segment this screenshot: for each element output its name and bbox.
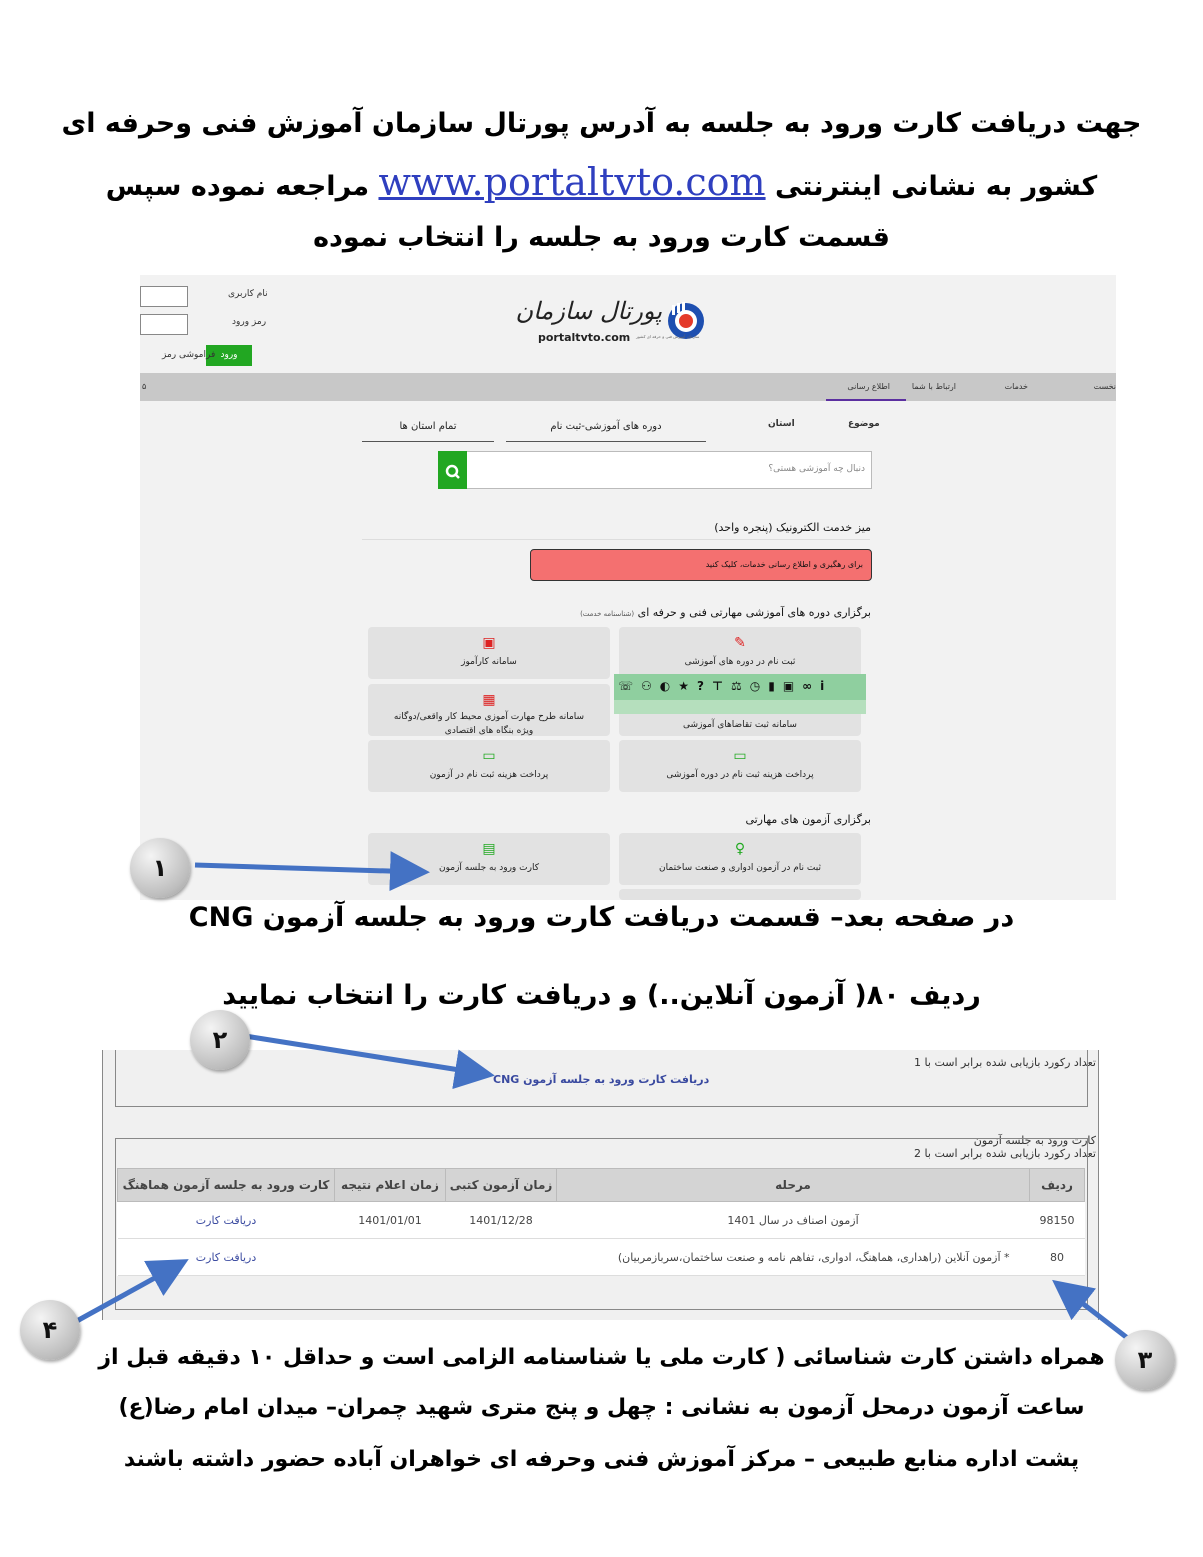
section1-note: (شناسنامه خدمت) [580,610,635,618]
money-icon: ▭ [482,748,496,764]
desk-divider [362,539,870,540]
search-button[interactable] [438,451,467,489]
star-icon[interactable]: ★ [678,679,698,693]
group-title: کارت ورود به جلسه آزمون [973,1134,1096,1147]
tile-label: ثبت نام در آزمون ادواری و صنعت ساختمان [659,863,821,873]
file-icon[interactable]: ▮ [768,679,783,693]
portal-screenshot [140,275,1116,900]
forgot-password-link[interactable]: فراموشی رمز [162,350,216,360]
username-input[interactable] [140,286,188,307]
portal-url-link[interactable]: www.portaltvto.com [378,160,766,204]
table-header [118,1169,1085,1202]
col-written-exam-time[interactable]: زمان آزمون کتبی [446,1169,557,1202]
footer-line-2: ساعت آزمون درمحل آزمون به نشانی : چهل و پنج متری شهید چمران– میدان امام رضا(ع) [118,1395,1085,1420]
records-count-1: تعداد رکورد بازیابی شده برابر است با 1 [914,1056,1096,1069]
tile-course-registration[interactable] [619,627,861,679]
tile-label: کارت ورود به جلسه آزمون [439,863,539,873]
password-input[interactable] [140,314,188,335]
tile-partial-next-row [619,889,861,900]
col-entry-card[interactable]: کارت ورود به جلسه آزمون هماهنگ [118,1169,335,1202]
nav-item-services[interactable]: خدمات [1004,382,1028,391]
result-time: 1401/01/01 [335,1202,446,1239]
subject-label: موضوع [848,419,880,429]
tile-label: پرداخت هزینه ثبت نام در آزمون [429,770,549,780]
building-icon: ▦ [482,692,496,708]
marker-2: ۲ [190,1010,250,1070]
tile-periodic-exam-registration[interactable] [619,833,861,885]
question-icon[interactable]: ? [697,679,712,693]
intro-line-2-start: کشور به نشانی اینترنتی [765,171,1098,202]
nav-edge: ۵ [142,382,147,391]
phone-icon[interactable]: ☏ [618,679,642,693]
chart-icon[interactable]: ◐ [659,679,679,693]
footer-line-3: پشت اداره منابع طبیعی – مرکز آموزش فنی وحرفه ای خواهران آباده حضور داشته باشند [123,1447,1080,1472]
footer-line-1: همراه داشتن کارت شناسائی ( کارت ملی یا شناسنامه الزامی است و حداقل ۱۰ دقیقه قبل از [98,1345,1105,1370]
records-count-2: تعداد رکورد بازیابی شده برابر است با 2 [914,1147,1096,1160]
intro-line-3: قسمت کارت ورود به جلسه را انتخاب نموده [313,222,890,253]
col-row-number[interactable]: ردیف [1030,1169,1085,1202]
team-icon[interactable]: ⚇ [641,679,660,693]
nav-active-underline [826,399,906,401]
main-navbar [140,373,1116,401]
table-row [118,1202,1085,1239]
cng-card-link[interactable]: دریافت کارت ورود به جلسه آزمون CNG [493,1073,710,1086]
intro-line-2 [0,160,1203,204]
written-exam-time [446,1239,557,1276]
result-time [335,1239,446,1276]
row-number: 98150 [1030,1202,1085,1239]
logo-tagline: سازمان آموزش فنی و حرفه ای کشور [636,334,700,339]
id-card-icon: ▣ [482,635,496,651]
middle-line-2: ردیف ۸۰( آزمون آنلاین..) و دریافت کارت را انتخاب نمایید [222,980,981,1011]
search-icon [438,451,467,489]
money-icon: ▭ [733,748,747,764]
search-placeholder: دنبال چه آموزشی هستی؟ [768,464,865,474]
link-icon[interactable]: ∞ [802,679,821,693]
col-result-time[interactable]: زمان اعلام نتیجه [335,1169,446,1202]
login-button[interactable]: ورود [206,345,252,366]
province-select[interactable]: تمام استان ها [362,415,494,442]
nav-item-contact[interactable]: ارتباط با شما [911,382,956,391]
quick-toolbar-extension [614,700,866,714]
get-card-link[interactable]: دریافت کارت [118,1239,335,1276]
tile-label: سامانه طرح مهارت آموزی محیط کار واقعی/دوگانه [393,712,585,722]
desk-title: میز خدمت الکترونیک (پنجره واحد) [714,521,871,534]
row-number: 80 [1030,1239,1085,1276]
tile-label: سامانه ثبت تقاضاهای آموزشی [683,720,797,730]
logo-domain: portaltvto.com [538,331,631,344]
nav-item-news[interactable]: اطلاع رسانی [847,382,890,391]
tile-label: پرداخت هزینه ثبت نام در دوره آموزشی [666,770,814,780]
middle-line-1: در صفحه بعد– قسمت دریافت کارت ورود به جلسه آزمون CNG [188,902,1015,933]
get-card-link[interactable]: دریافت کارت [118,1202,335,1239]
quick-toolbar-icons [618,679,864,695]
username-label: نام کاربری [228,289,268,299]
table-row [118,1239,1085,1276]
scale-icon[interactable]: ⚖ [730,679,750,693]
nav-item-home[interactable]: نخست [1093,382,1116,391]
logo-name: پورتال سازمان [515,297,662,325]
award-icon: ♀ [734,841,746,857]
col-stage[interactable]: مرحله [557,1169,1030,1202]
section1-title [580,606,871,619]
marker-1: ۱ [130,838,190,898]
edit-icon: ✎ [734,635,746,651]
id-card-icon: ▤ [482,841,496,857]
intro-line-2-end: مراجعه نموده سپس [105,171,379,202]
info-icon[interactable]: i [820,679,833,693]
tile-label: ثبت نام در دوره های آموزشی [684,657,796,667]
marker-3: ۳ [1115,1330,1175,1390]
portal-logo[interactable] [515,297,708,347]
tile-exam-payment[interactable] [368,740,610,792]
tile-course-payment[interactable] [619,740,861,792]
tile-trainee-system[interactable] [368,627,610,679]
subject-select[interactable]: دوره های آموزشی-ثبت نام [506,415,706,442]
written-exam-time: 1401/12/28 [446,1202,557,1239]
exam-table [117,1168,1085,1276]
tile-exam-entry-card[interactable] [368,833,610,885]
section1-title-text: برگزاری دوره های آموزشی مهارتی فنی و حرفه ای [637,606,871,619]
video-icon[interactable]: ▣ [782,679,803,693]
alert-tracking-button[interactable] [530,549,872,581]
exam-card-screenshot [102,1050,1099,1320]
tile-label: سامانه کارآموز [461,657,517,667]
section2-title: برگزاری آزمون های مهارتی [745,813,871,826]
alert-tracking-label: برای رهگیری و اطلاع رسانی خدمات، کلیک کنید [705,560,863,569]
password-label: رمز ورود [232,317,267,327]
search-input[interactable] [466,451,872,489]
marker-4: ۴ [20,1300,80,1360]
tile-label-2: ویژه بنگاه های اقتصادی [444,726,534,736]
sitemap-icon[interactable]: ⊤ [712,679,731,693]
clock-icon[interactable]: ◷ [749,679,769,693]
province-label: استان [768,419,795,429]
stage: * آزمون آنلاین (راهداری، هماهنگ، ادواری، تفاهم نامه و صنعت ساختمان،سربازمربیان) [557,1239,1030,1276]
tile-dual-training[interactable] [368,684,610,736]
intro-line-1: جهت دریافت کارت ورود به جلسه به آدرس پورتال سازمان آموزش فنی وحرفه ای [61,108,1142,139]
stage: آزمون اصناف در سال 1401 [557,1202,1030,1239]
